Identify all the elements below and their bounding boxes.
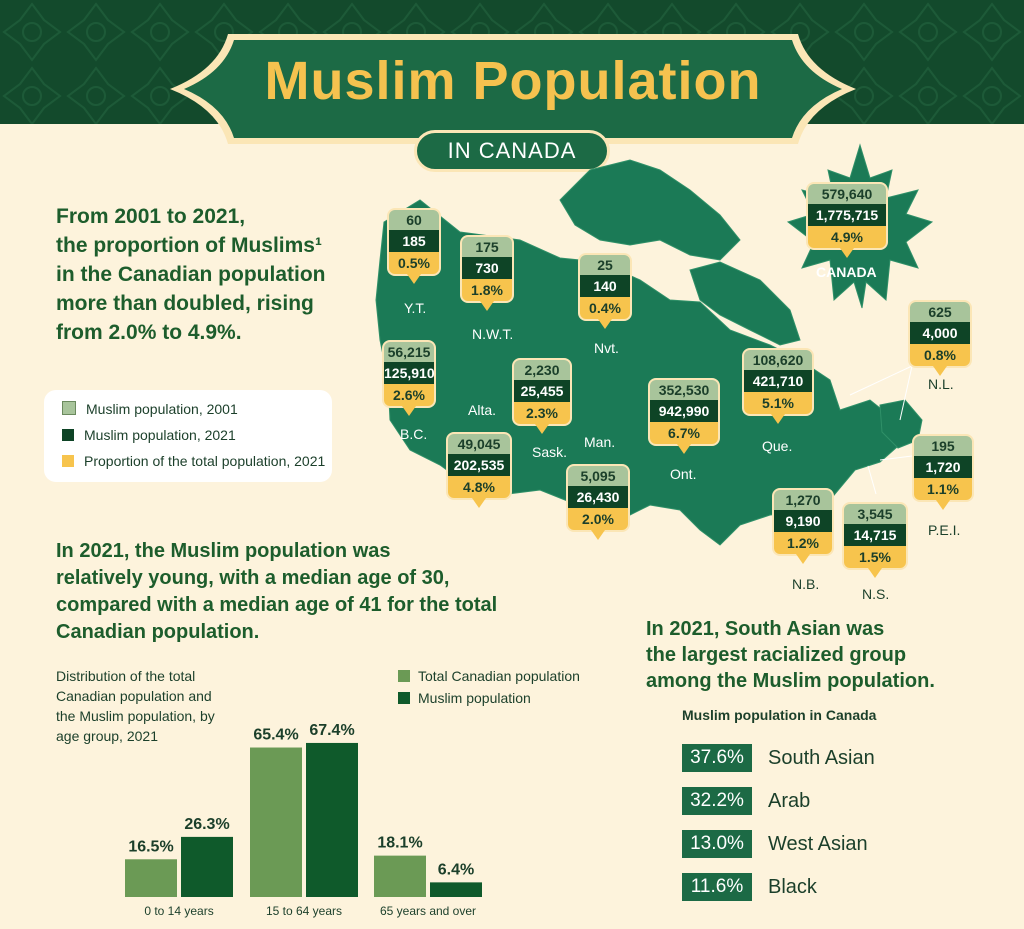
bar-value-label: 6.4% <box>437 861 475 879</box>
stat-pct: 0.4% <box>578 297 632 321</box>
stat-2001: 175 <box>460 235 514 257</box>
intro-line: more than doubled, rising <box>56 292 314 315</box>
bar-total <box>250 748 302 897</box>
race-pct: 13.0% <box>682 830 752 858</box>
race-line: the largest racialized group <box>646 644 907 666</box>
race-pct: 11.6% <box>682 873 752 901</box>
stat-2001: 579,640 <box>806 182 888 204</box>
stat-2021: 26,430 <box>566 486 630 508</box>
bar-value-label: 26.3% <box>184 815 230 833</box>
stat-2021: 202,535 <box>446 454 512 476</box>
province-label: Sask. <box>532 444 568 460</box>
category-label: 15 to 64 years <box>265 904 343 918</box>
race-row <box>682 787 810 815</box>
race-pct: 37.6% <box>682 744 752 772</box>
stat-2021: 125,910 <box>382 362 436 384</box>
stat-2021: 942,990 <box>648 400 720 422</box>
race-list-title: Muslim population in Canada <box>682 707 877 723</box>
page-subtitle: IN CANADA <box>414 130 610 172</box>
stat-2001: 625 <box>908 300 972 322</box>
race-name: South Asian <box>768 747 875 769</box>
stat-2001: 3,545 <box>842 502 908 524</box>
stat-pct: 1.1% <box>912 478 974 502</box>
stat-2001: 108,620 <box>742 348 814 370</box>
intro-line: From 2001 to 2021, <box>56 205 246 228</box>
race-paragraph <box>646 616 986 694</box>
stat-2021: 4,000 <box>908 322 972 344</box>
race-name: Black <box>768 876 817 898</box>
race-line: In 2021, South Asian was <box>646 618 885 640</box>
stat-pct: 2.0% <box>566 508 630 532</box>
age-line: Canadian population. <box>56 621 260 643</box>
province-label: Y.T. <box>404 300 427 316</box>
stat-2001: 1,270 <box>772 488 834 510</box>
race-pct: 32.2% <box>682 787 752 815</box>
category-label: 0 to 14 years <box>144 904 214 918</box>
intro-line: the proportion of Muslims¹ <box>56 234 322 257</box>
stat-2021: 140 <box>578 275 632 297</box>
stat-pct: 1.5% <box>842 546 908 570</box>
bar-value-label: 18.1% <box>377 834 423 852</box>
stat-2001: 60 <box>387 208 441 230</box>
stat-pct: 0.5% <box>387 252 441 276</box>
province-label: Que. <box>762 438 793 454</box>
stat-2021: 14,715 <box>842 524 908 546</box>
age-line: relatively young, with a median age of 30, <box>56 567 450 589</box>
province-label: B.C. <box>400 426 428 442</box>
legend-label: Total Canadian population <box>418 668 580 684</box>
stat-2021: 25,455 <box>512 380 572 402</box>
bar-muslim <box>181 837 233 897</box>
province-label: CANADA <box>816 264 877 280</box>
stat-2021: 9,190 <box>772 510 834 532</box>
bar-muslim <box>430 882 482 897</box>
bar-value-label: 16.5% <box>128 838 174 856</box>
province-label: Man. <box>584 434 616 450</box>
stat-2021: 1,720 <box>912 456 974 478</box>
stat-2001: 195 <box>912 434 974 456</box>
legend-label: Muslim population <box>418 690 531 706</box>
bar-total <box>374 856 426 897</box>
chart-title: Distribution of the total Canadian population and the Muslim population, by age group, 2021 <box>56 668 215 744</box>
stat-2001: 2,230 <box>512 358 572 380</box>
race-row <box>682 744 875 772</box>
stat-pct: 1.2% <box>772 532 834 556</box>
stat-2001: 5,095 <box>566 464 630 486</box>
province-label: Ont. <box>670 466 697 482</box>
province-label: N.L. <box>928 376 954 392</box>
legend-label: Muslim population, 2021 <box>84 427 236 443</box>
age-line: In 2021, the Muslim population was <box>56 540 391 562</box>
stat-2001: 25 <box>578 253 632 275</box>
age-line: compared with a median age of 41 for the total <box>56 594 498 616</box>
stat-2021: 185 <box>387 230 441 252</box>
intro-line: in the Canadian population <box>56 263 326 286</box>
stat-pct: 0.8% <box>908 344 972 368</box>
race-name: Arab <box>768 790 811 812</box>
race-row <box>682 830 868 858</box>
stat-pct: 4.9% <box>806 226 888 250</box>
race-name: West Asian <box>768 833 868 855</box>
bar-value-label: 65.4% <box>253 726 299 744</box>
bar-total <box>125 859 177 897</box>
stat-pct: 4.8% <box>446 476 512 500</box>
category-label: 65 years and over <box>379 904 477 918</box>
stat-pct: 2.6% <box>382 384 436 408</box>
race-row <box>682 873 817 901</box>
stat-2001: 352,530 <box>648 378 720 400</box>
page-title: Muslim Population <box>264 51 762 111</box>
stat-2021: 1,775,715 <box>806 204 888 226</box>
bar-value-label: 67.4% <box>309 721 355 739</box>
race-line: among the Muslim population. <box>646 670 935 692</box>
province-label: N.W.T. <box>472 326 514 342</box>
bar-muslim <box>306 743 358 897</box>
stat-pct: 5.1% <box>742 392 814 416</box>
legend-label: Proportion of the total population, 2021 <box>84 453 326 469</box>
province-label: Nvt. <box>594 340 619 356</box>
stat-pct: 2.3% <box>512 402 572 426</box>
stat-2021: 730 <box>460 257 514 279</box>
stat-2001: 56,215 <box>382 340 436 362</box>
stat-pct: 1.8% <box>460 279 514 303</box>
stat-2001: 49,045 <box>446 432 512 454</box>
province-label: Alta. <box>468 402 497 418</box>
intro-line: from 2.0% to 4.9%. <box>56 321 242 344</box>
province-label: N.S. <box>862 586 890 602</box>
province-label: N.B. <box>792 576 820 592</box>
stat-2021: 421,710 <box>742 370 814 392</box>
stat-pct: 6.7% <box>648 422 720 446</box>
legend-label: Muslim population, 2001 <box>86 401 238 417</box>
province-label: P.E.I. <box>928 522 961 538</box>
